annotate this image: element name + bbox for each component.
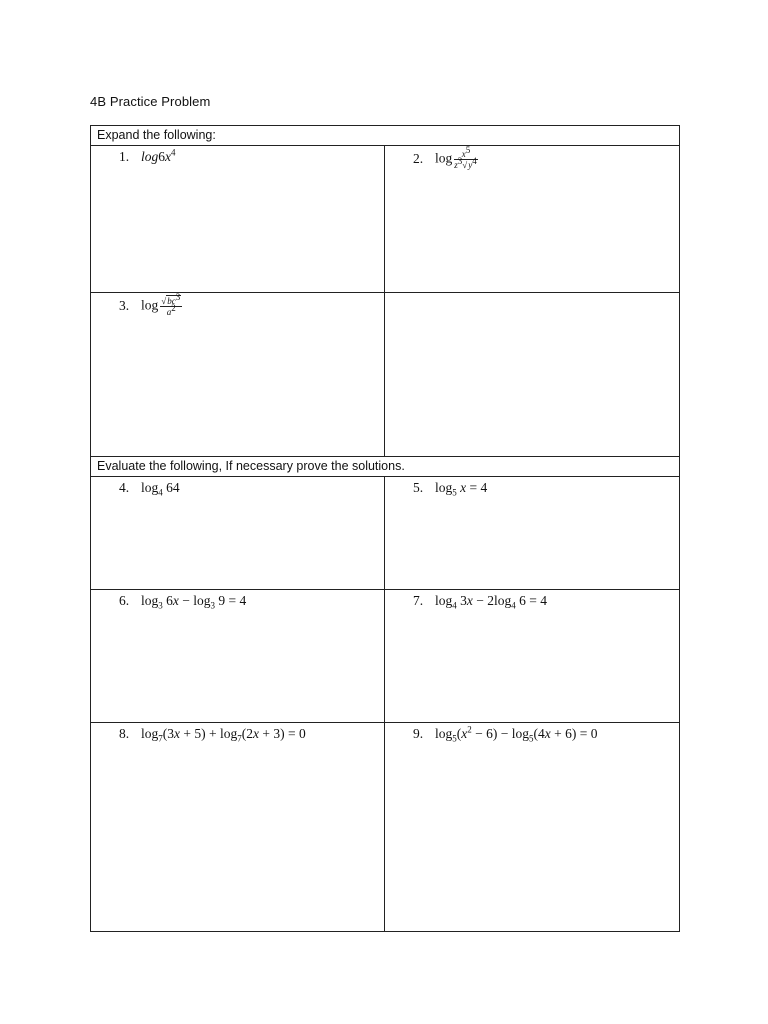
problem-1: 1. $\log 6x^4$ [119,147,176,164]
problem-7: 7. $\log_4 3x - 2\log_4$ 6 = 4 [413,593,548,611]
problem-5: 5. $\log_5 x = 4$ [413,480,488,498]
problem-cell-9 [385,723,680,932]
problem-2: 2. log $\frac{x^5}{z^3√y^4}$ [413,145,477,170]
empty-cell [385,293,680,457]
section-header-expand: Expand the following: [91,126,680,146]
page-title: 4B Practice Problem [90,94,211,109]
problem-number: 1. [119,149,130,164]
problem-number: 3. [119,297,130,313]
section-header-evaluate: Evaluate the following, If necessary prove the solutions. [91,457,680,477]
problem-cell-2 [385,146,680,293]
problem-cell-1 [91,146,385,293]
problem-number: 6. [119,593,130,608]
problem-number: 9. [413,726,424,741]
problem-3: 3. log $\frac{√bc^3}{a^2}$ [119,292,181,317]
problem-cell-7 [385,590,680,723]
problem-table [90,125,680,932]
problem-4: 4. $\log_4 64$ [119,480,180,498]
problem-6: 6. $\log_3 6x - \log_3 9 = 4$ [119,593,247,611]
problem-number: 5. [413,480,424,495]
problem-number: 8. [119,726,130,741]
problem-8: 8. $\log_7(3x + 5) + \log_7(2x + 3) = 0$ [119,726,306,744]
problem-number: 4. [119,480,130,495]
problem-cell-5 [385,477,680,590]
problem-cell-8 [91,723,385,932]
problem-number: 7. [413,593,424,608]
problem-9: 9. $\log_5(x^2 - 6) - \log_5(4x + 6) = 0$ [413,724,598,744]
problem-cell-3 [91,293,385,457]
problem-number: 2. [413,150,424,166]
problem-cell-4 [91,477,385,590]
problem-cell-6 [91,590,385,723]
